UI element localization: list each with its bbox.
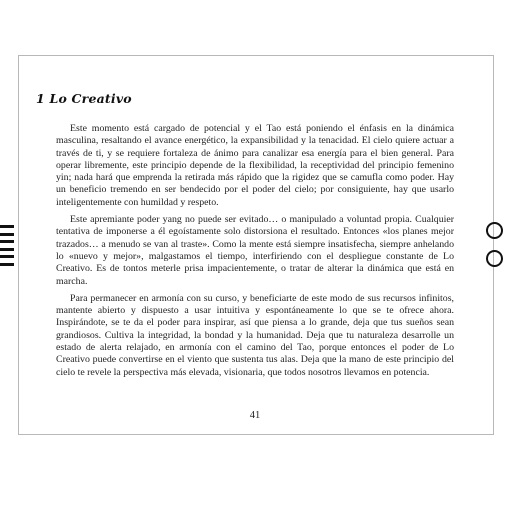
hexagram-line [0,233,14,236]
hexagram-line [0,263,14,266]
hexagram-line [0,225,14,228]
body-text [56,123,454,384]
chapter-title: 1 Lo Creativo [36,91,132,106]
paragraph-2: Este apremiante poder yang no puede ser evitado… o manipulado a voluntad propia. Cualquier tentativa de imponerse a él egoístamente solo distorsiona el resultado. Entonces «los planes mejor trazados… a menudo se van al traste». Como la mente está siempre insatisfecha, siempre anhelando lo «nuevo y mejor», malgastamos el tiempo, interfiriendo con el despliegue constante de Lo Creativo. Es de tontos meterle prisa impacientemente, o tratar de alterar la dinámica que está en marcha. [56,214,454,287]
hexagram-line [0,255,14,258]
ring-icon [486,222,503,239]
ring-icon [486,250,503,267]
binder-rings [486,222,503,278]
paragraph-3: Para permanecer en armonía con su curso, y beneficiarte de este modo de sus recursos infinitos, mantente abierto y dispuesto a usar intuitiva y espontáneamente lo que se te ofrece ahora. Inspirándote, se te da el poder para inspirar, así que piensa a lo grande, deja que tus sueños sean grandiosos. Cultiva la integridad, la bondad y la humanidad. Deja que tu naturaleza desarrolle un estado de alerta relajado, en armonía con el camino del Tao, porque entonces el poder de Lo Creativo puede convertirse en el viento que sustenta tus alas. Deja que la mano de este principio del cielo te revele la perspectiva más elevada, visionaria, que todos nosotros llevamos en potencia. [56,292,454,378]
hexagram-line [0,248,14,251]
hexagram-icon [0,225,14,270]
hexagram-line [0,240,14,243]
paragraph-1: Este momento está cargado de potencial y el Tao está poniendo el énfasis en la dinámica masculina, resaltando el avance energético, la expansibilidad y la tenacidad. El cielo quiere actuar a través de ti, y se requiere fortaleza de ánimo para canalizar esa energía para el bien general. Para operar libremente, este principio depende de la flexibilidad, la receptividad del principio femenino yin; nada hará que emprenda la retirada más rápido que la rigidez que se camufla como poder. Hay un beneficio tremendo en ser bendecido por el poder del cielo; por consiguiente, hay que usarlo inteligentemente con humildad y respeto. [56,123,454,208]
page-number: 41 [249,410,261,421]
